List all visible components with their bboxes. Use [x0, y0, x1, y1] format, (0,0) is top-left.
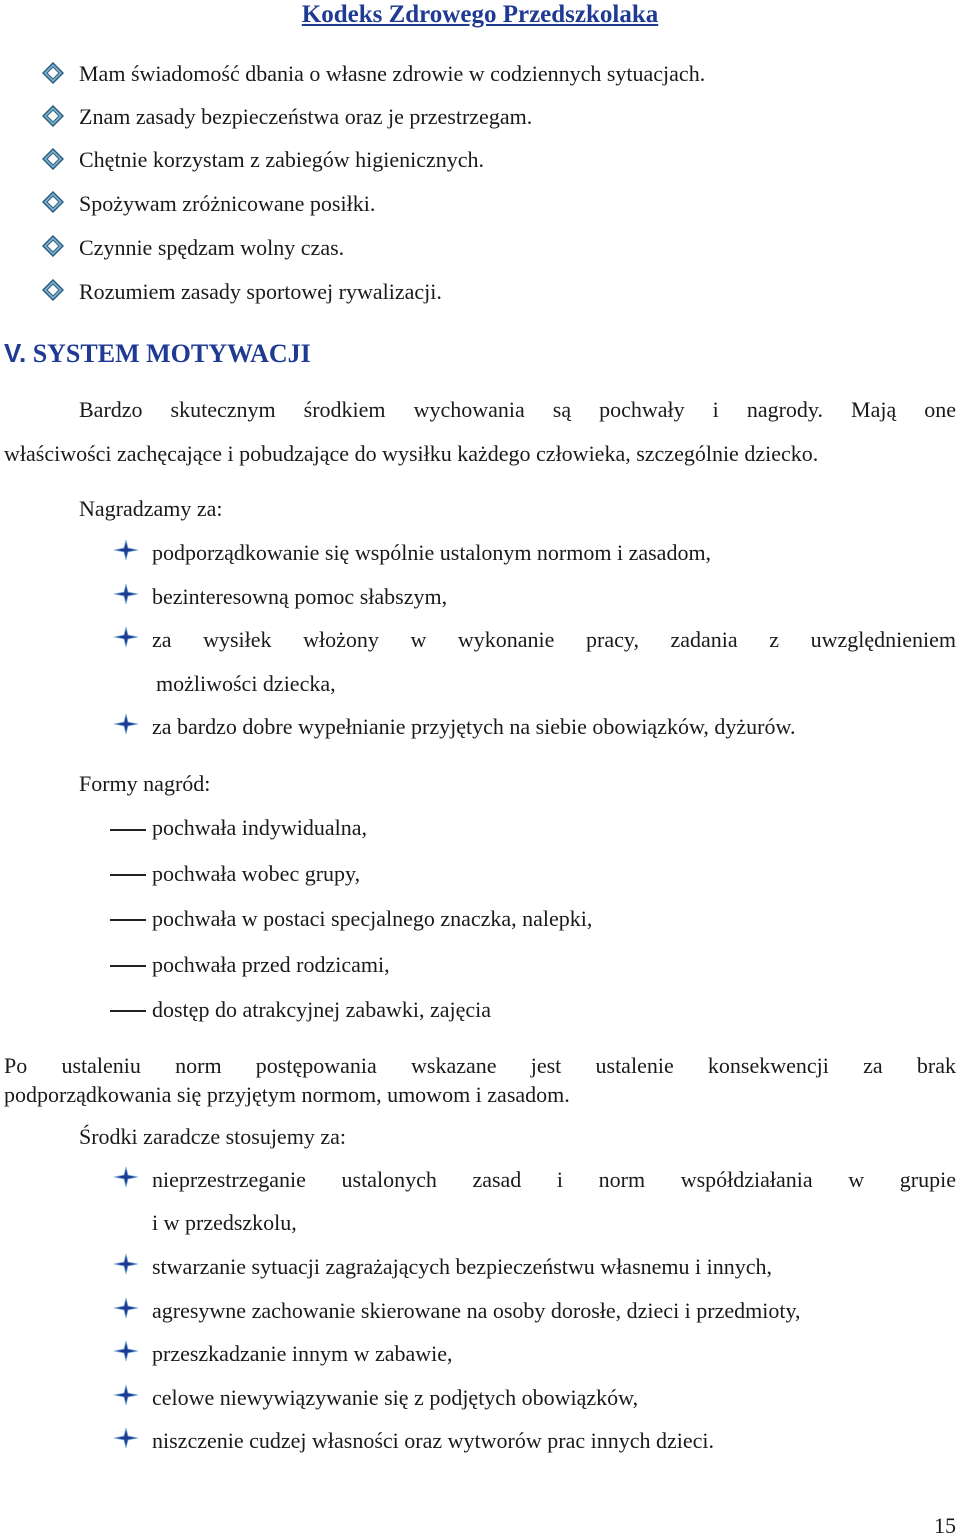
sparkle-icon — [113, 1427, 139, 1449]
sparkle-icon — [113, 713, 139, 735]
diamond-icon — [42, 62, 64, 84]
dash-bullet — [110, 919, 146, 921]
list-item: Chętnie korzystam z zabiegów higienicznych. — [79, 147, 485, 172]
list-item: za bardzo dobre wypełnianie przyjętych na siebie obowiązków, dyżurów. — [152, 714, 796, 739]
list-item: pochwała indywidualna, — [152, 815, 368, 840]
sparkle-icon — [113, 1297, 139, 1319]
section-title: SYSTEM MOTYWACJI — [32, 339, 311, 368]
diamond-icon — [42, 105, 64, 127]
diamond-icon — [42, 191, 64, 213]
diamond-icon — [42, 235, 64, 257]
list-item: stwarzanie sytuacji zagrażających bezpieczeństwu własnemu i innych, — [152, 1254, 772, 1279]
dash-bullet — [110, 965, 146, 967]
list-item-continuation: możliwości dziecka, — [156, 671, 336, 696]
list-item: Spożywam zróżnicowane posiłki. — [79, 191, 376, 216]
forms-label: Formy nagród: — [79, 771, 211, 796]
section-number: V. — [4, 338, 27, 368]
page-number: 15 — [934, 1513, 956, 1538]
sparkle-icon — [113, 1340, 139, 1362]
list-item: dostęp do atrakcyjnej zabawki, zajęcia — [152, 997, 492, 1022]
list-item: Rozumiem zasady sportowej rywalizacji. — [79, 279, 442, 304]
list-item: podporządkowanie się wspólnie ustalonym normom i zasadom, — [152, 540, 712, 565]
dash-bullet — [110, 829, 146, 831]
list-item: za wysiłek włożony w wykonanie pracy, zadania z uwzględnieniem — [152, 627, 956, 652]
list-item: agresywne zachowanie skierowane na osoby dorosłe, dzieci i przedmioty, — [152, 1298, 801, 1323]
list-item: nieprzestrzeganie ustalonych zasad i norm współdziałania w grupie — [152, 1167, 956, 1192]
list-item: pochwała wobec grupy, — [152, 861, 361, 886]
list-item: Znam zasady bezpieczeństwa oraz je przestrzegam. — [79, 104, 533, 129]
intro-line-2: właściwości zachęcające i pobudzające do wysiłku każdego człowieka, szczególnie dziecko. — [4, 441, 819, 466]
list-item: celowe niewywiązywanie się z podjętych obowiązków, — [152, 1385, 639, 1410]
consequences-line-2: podporządkowania się przyjętym normom, umowom i zasadom. — [4, 1082, 570, 1107]
list-item: pochwała przed rodzicami, — [152, 952, 390, 977]
dash-bullet — [110, 874, 146, 876]
sparkle-icon — [113, 1384, 139, 1406]
dash-bullet — [110, 1010, 146, 1012]
sparkle-icon — [113, 626, 139, 648]
intro-line-1: Bardzo skutecznym środkiem wychowania są pochwały i nagrody. Mają one — [79, 397, 956, 422]
list-item: Czynnie spędzam wolny czas. — [79, 235, 345, 260]
list-item: bezinteresowną pomoc słabszym, — [152, 584, 448, 609]
page-title: Kodeks Zdrowego Przedszkolaka — [301, 1, 659, 28]
diamond-icon — [42, 279, 64, 301]
list-item: pochwała w postaci specjalnego znaczka, nalepki, — [152, 906, 593, 931]
list-item: Mam świadomość dbania o własne zdrowie w codziennych sytuacjach. — [79, 61, 706, 86]
list-item: niszczenie cudzej własności oraz wytworów prac innych dzieci. — [152, 1428, 714, 1453]
diamond-icon — [42, 148, 64, 170]
sparkle-icon — [113, 1253, 139, 1275]
consequences-line-1: Po ustaleniu norm postępowania wskazane jest ustalenie konsekwencji za brak — [4, 1053, 956, 1078]
list-item-continuation: i w przedszkolu, — [152, 1210, 297, 1235]
section-heading — [4, 337, 311, 370]
sparkle-icon — [113, 1166, 139, 1188]
sparkle-icon — [113, 583, 139, 605]
remedies-label: Środki zaradcze stosujemy za: — [79, 1124, 346, 1149]
sparkle-icon — [113, 539, 139, 561]
list-item: przeszkadzanie innym w zabawie, — [152, 1341, 453, 1366]
rewards-label: Nagradzamy za: — [79, 496, 223, 521]
